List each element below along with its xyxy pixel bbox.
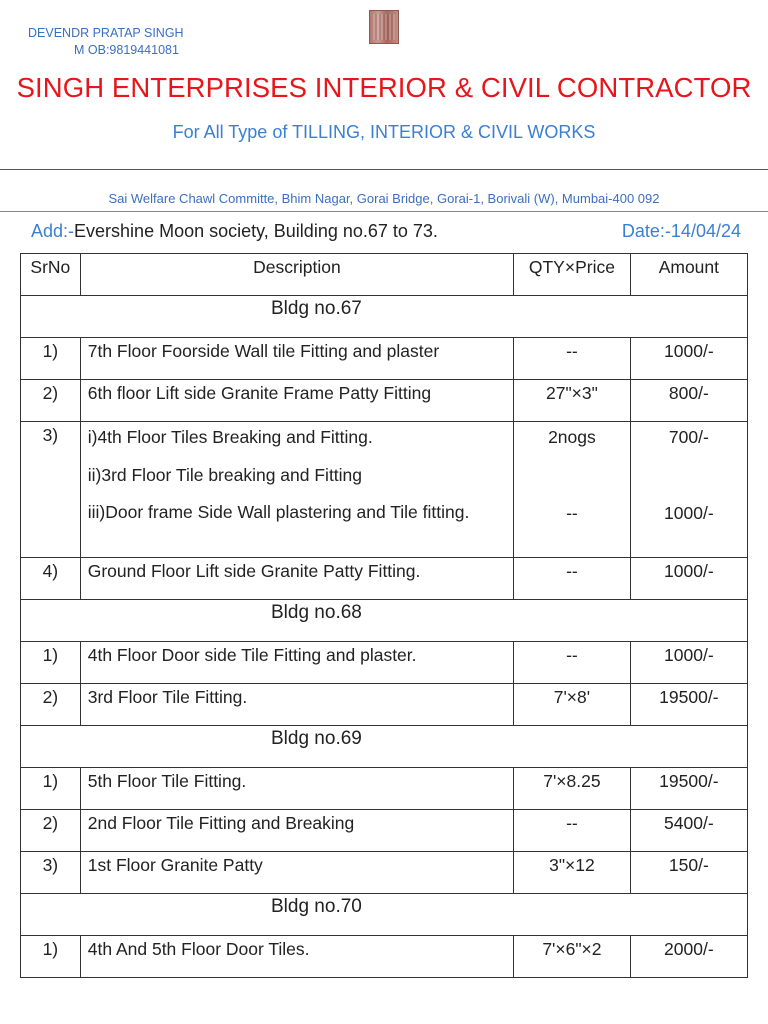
table-row [21,810,748,852]
row-qty: -- [514,642,631,684]
row-amount [630,422,747,558]
company-logo-icon [369,10,399,44]
row-qty: 7'×8' [514,684,631,726]
row-description-line: i)4th Floor Tiles Breaking and Fitting. [87,427,373,447]
row-srno: 1) [21,338,81,380]
row-srno: 1) [21,768,81,810]
row-srno: 2) [21,810,81,852]
row-description: 5th Floor Tile Fitting. [80,768,513,810]
row-qty: 7'×8.25 [514,768,631,810]
row-amount: 1000/- [630,338,747,380]
row-amount: 2000/- [630,936,747,978]
table-row [21,768,748,810]
row-amount: 19500/- [630,684,747,726]
row-description-line: ii)3rd Floor Tile breaking and Fitting [87,465,363,485]
row-srno: 3) [21,422,81,558]
header-amount: Amount [630,254,747,296]
group-row [21,600,748,642]
group-row [21,894,748,936]
row-amount: 1000/- [630,558,747,600]
table-row [21,936,748,978]
row-amount-line: 1000/- [664,503,714,523]
group-title: Bldg no.70 [271,896,362,917]
row-qty [514,422,631,558]
company-name: SINGH ENTERPRISES INTERIOR & CIVIL CONTRACTOR [16,72,752,103]
row-qty: -- [514,810,631,852]
table-row [21,642,748,684]
row-srno: 3) [21,852,81,894]
row-description: 4th And 5th Floor Door Tiles. [80,936,513,978]
tagline-main: of TILLING, INTERIOR & CIVIL WORKS [272,122,596,142]
header-description: Description [80,254,513,296]
group-row [21,296,748,338]
row-description: 1st Floor Granite Patty [80,852,513,894]
row-amount: 19500/- [630,768,747,810]
row-amount: 1000/- [630,642,747,684]
row-qty: 3"×12 [514,852,631,894]
row-qty: -- [514,558,631,600]
row-amount-line: 700/- [668,427,709,447]
owner-contact [28,25,184,59]
invoice-table [20,253,748,978]
row-description: 7th Floor Foorside Wall tile Fitting and plaster [80,338,513,380]
address-divider [0,211,768,212]
row-qty-line: -- [566,503,578,523]
header-srno: SrNo [21,254,81,296]
site-address-line [31,221,741,242]
row-amount: 5400/- [630,810,747,852]
table-row [21,380,748,422]
table-header-row [21,254,748,296]
row-description: 4th Floor Door side Tile Fitting and plaster. [80,642,513,684]
header-qty: QTY×Price [514,254,631,296]
row-description: 6th floor Lift side Granite Frame Patty Fitting [80,380,513,422]
group-title: Bldg no.69 [271,728,362,749]
table-row [21,338,748,380]
company-address: Sai Welfare Chawl Committe, Bhim Nagar, Gorai Bridge, Gorai-1, Borivali (W), Mumbai-400 092 [108,191,660,206]
row-qty: -- [514,338,631,380]
tagline-prefix: For All Type [172,122,273,142]
table-row [21,422,748,558]
row-qty-line: 2nogs [548,427,596,447]
row-description [80,422,513,558]
table-row [21,558,748,600]
owner-name: DEVENDR PRATAP SINGH [28,26,184,40]
row-description: Ground Floor Lift side Granite Patty Fitting. [80,558,513,600]
row-qty: 27"×3" [514,380,631,422]
tagline [0,122,768,143]
row-description: 2nd Floor Tile Fitting and Breaking [80,810,513,852]
row-description-line: iii)Door frame Side Wall plastering and Tile fitting. [87,502,470,522]
group-row [21,726,748,768]
table-row [21,852,748,894]
group-title: Bldg no.68 [271,602,362,623]
add-value: Evershine Moon society, Building no.67 to 73. [74,221,438,241]
row-description: 3rd Floor Tile Fitting. [80,684,513,726]
add-label: Add:- [31,221,75,241]
row-qty: 7'×6"×2 [514,936,631,978]
owner-mobile: M OB:9819441081 [74,43,179,57]
header-divider [0,169,768,170]
row-srno: 2) [21,684,81,726]
row-srno: 4) [21,558,81,600]
invoice-date: Date:-14/04/24 [621,221,741,241]
group-title: Bldg no.67 [271,298,362,319]
row-amount: 800/- [630,380,747,422]
row-srno: 1) [21,936,81,978]
row-srno: 2) [21,380,81,422]
row-srno: 1) [21,642,81,684]
row-amount: 150/- [630,852,747,894]
table-row [21,684,748,726]
